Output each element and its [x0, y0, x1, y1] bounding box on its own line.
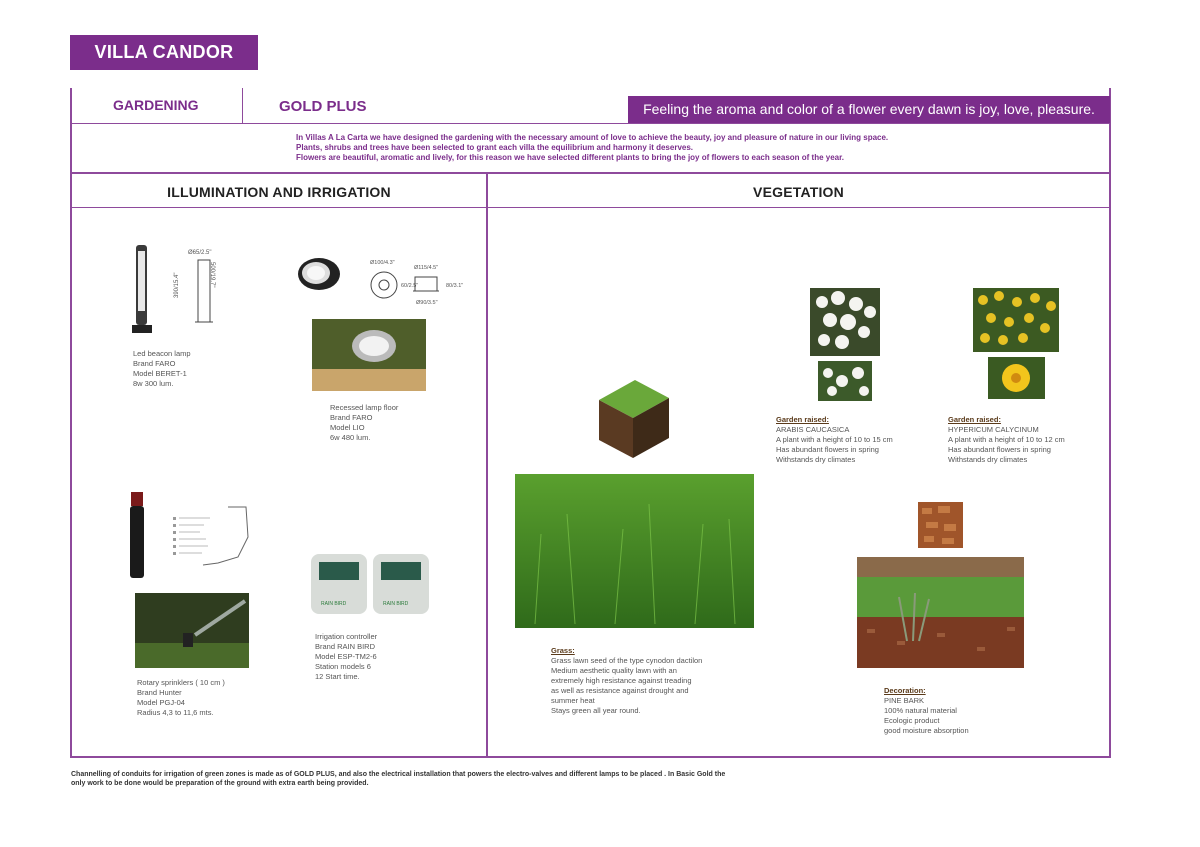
sprinkler-photo — [135, 593, 249, 668]
beacon-dimension-drawing — [180, 250, 228, 325]
hypericum-photo-1 — [973, 288, 1059, 352]
arabis-photo-2 — [818, 361, 872, 401]
beacon-dim-width: Ø65/2.5" — [188, 250, 212, 256]
grass-soil-cube-image — [595, 372, 673, 460]
lio-dim-1: Ø100/4.3" — [370, 260, 395, 266]
recessed-lamp-photo — [312, 319, 426, 391]
lio-dim-2: Ø115/4.5" — [414, 265, 439, 271]
package-label: GOLD PLUS — [279, 98, 367, 115]
hypericum-photo-2 — [988, 357, 1045, 399]
lio-dim-5: 80/3.1" — [446, 283, 464, 289]
lio-dim-4: 60/2.5" — [401, 283, 419, 289]
frame-bottom — [70, 756, 1111, 758]
section-title-line — [70, 207, 1111, 208]
controller-brand-right: RAIN BIRD — [383, 601, 409, 607]
beacon-lamp-image — [128, 243, 156, 338]
section-divider — [486, 172, 488, 758]
controller-brand-left: RAIN BIRD — [321, 601, 347, 607]
frame-right — [1109, 88, 1111, 758]
illumination-title: ILLUMINATION AND IRRIGATION — [167, 184, 391, 200]
pine-bark-garden-photo — [857, 557, 1024, 668]
intro-line-2: Plants, shrubs and trees have been selected to grant each villa the equilibrium and harmony it deserves. — [296, 143, 694, 152]
beacon-dim-h2: 500/19.7" — [209, 262, 215, 288]
villa-title: VILLA CANDOR — [70, 35, 258, 70]
gardening-label: GARDENING — [113, 97, 199, 113]
footer-note-line-2: only work to be done would be preparation of the ground with extra earth being provided. — [71, 780, 369, 787]
header-divider — [242, 88, 243, 123]
vegetation-title: VEGETATION — [753, 184, 844, 200]
lio-dim-3: Ø90/3.5" — [416, 300, 438, 306]
tagline-banner: Feeling the aroma and color of a flower every dawn is joy, love, pleasure. — [628, 96, 1110, 123]
beacon-dim-h1: 390/15.4" — [174, 272, 180, 298]
pine-bark-sample-image — [918, 502, 963, 548]
grass-lawn-photo — [515, 474, 754, 628]
footer-note-line-1: Channelling of conduits for irrigation of green zones is made as of GOLD PLUS, and also the electrical installation that powers the electro-valves and different lamps to be placed . In Basic Gold the — [71, 771, 726, 778]
intro-line-3: Flowers are beautiful, aromatic and lively, for this reason we have selected different plants to bring the joy of flowers to each season of the year. — [296, 153, 844, 162]
sprinkler-diagram — [168, 497, 260, 569]
recessed-lamp-image — [297, 256, 343, 292]
intro-line-1: In Villas A La Carta we have designed the gardening with the necessary amount of love to achieve the beauty, joy and pleasure of nature in our living space. — [296, 133, 889, 142]
header-bottom-line — [70, 123, 1111, 124]
sprinkler-image — [128, 490, 146, 580]
intro-bottom-line — [70, 172, 1111, 174]
arabis-photo-1 — [810, 288, 880, 356]
